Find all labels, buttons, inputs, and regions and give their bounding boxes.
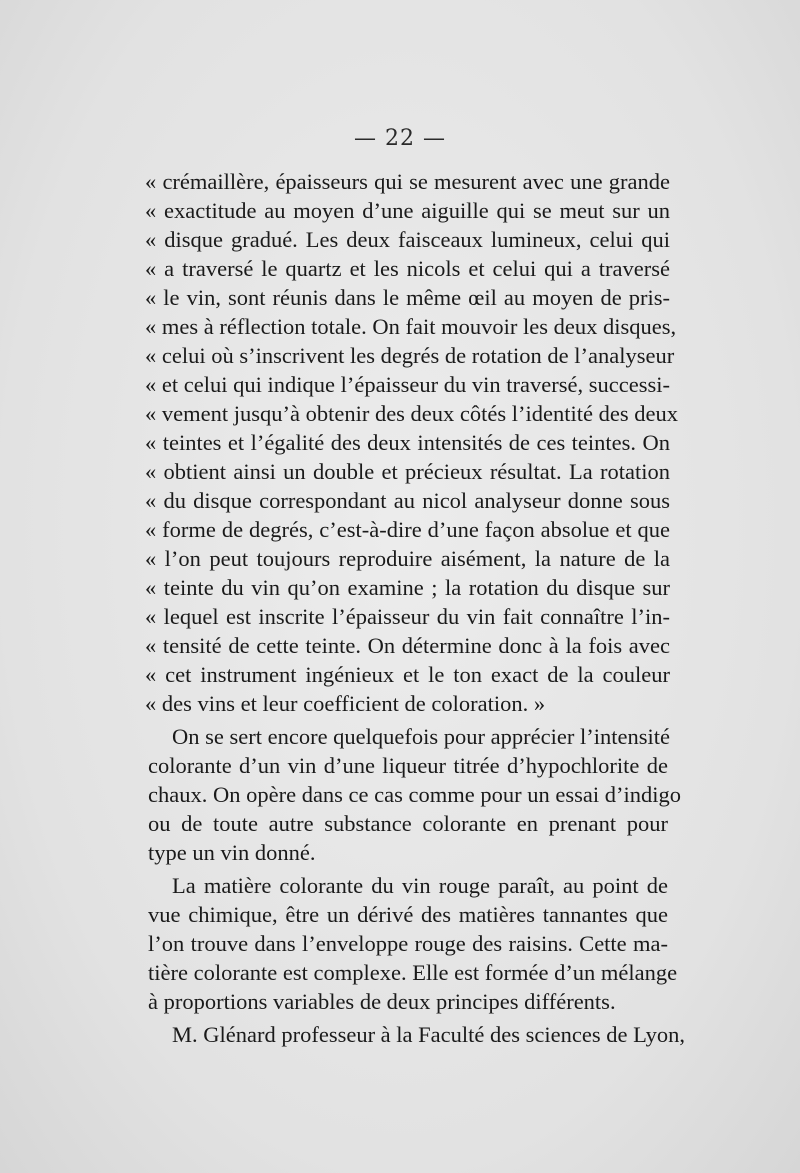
text-line: ou de toute autre substance colorante en prenant pour (148, 811, 668, 836)
paragraph-first-line: M. Glénard professeur à la Faculté des sciences de Lyon, (172, 1022, 685, 1047)
text-line: vue chimique, être un dérivé des matières tannantes que (148, 902, 668, 927)
text-line: chaux. On opère dans ce cas comme pour un essai d’indigo (148, 782, 681, 807)
text-line: « obtient ainsi un double et précieux résultat. La rotation (145, 459, 670, 484)
text-line: « teintes et l’égalité des deux intensités de ces teintes. On (145, 430, 670, 455)
text-line: « vement jusqu’à obtenir des deux côtés l’identité des deux (145, 401, 678, 426)
text-line: « teinte du vin qu’on examine ; la rotation du disque sur (145, 575, 670, 600)
text-line: tière colorante est complexe. Elle est formée d’un mélange (148, 960, 678, 985)
text-line: colorante d’un vin d’une liqueur titrée d’hypochlorite de (148, 753, 668, 778)
text-line: à proportions variables de deux principes différents. (148, 989, 616, 1014)
text-line: « mes à réflection totale. On fait mouvoir les deux disques, (145, 314, 677, 339)
paragraph-first-line: La matière colorante du vin rouge paraît, au point de (172, 873, 668, 898)
text-line: « exactitude au moyen d’une aiguille qui se meut sur un (145, 198, 670, 223)
text-line: « le vin, sont réunis dans le même œil au moyen de pris- (145, 285, 670, 310)
text-line: « a traversé le quartz et les nicols et celui qui a traversé (145, 256, 670, 281)
text-line: « et celui qui indique l’épaisseur du vin traversé, successi- (145, 372, 670, 397)
page-number: — 22 — (354, 126, 446, 151)
text-line: « celui où s’inscrivent les degrés de rotation de l’analyseur (145, 343, 675, 368)
text-line: « cet instrument ingénieux et le ton exact de la couleur (145, 662, 670, 687)
paragraph-first-line: On se sert encore quelquefois pour apprécier l’intensité (172, 724, 670, 749)
text-line: type un vin donné. (148, 840, 316, 865)
text-line: l’on trouve dans l’enveloppe rouge des raisins. Cette ma- (148, 931, 668, 956)
text-line: « disque gradué. Les deux faisceaux lumineux, celui qui (145, 227, 670, 252)
text-line: « crémaillère, épaisseurs qui se mesurent avec une grande (145, 169, 670, 194)
text-line: « forme de degrés, c’est-à-dire d’une façon absolue et que (145, 517, 670, 542)
text-line: « lequel est inscrite l’épaisseur du vin fait connaître l’in- (145, 604, 670, 629)
text-line: « tensité de cette teinte. On détermine donc à la fois avec (145, 633, 670, 658)
text-line: « des vins et leur coefficient de coloration. » (145, 691, 546, 716)
text-line: « du disque correspondant au nicol analyseur donne sous (145, 488, 670, 513)
text-line: « l’on peut toujours reproduire aisément, la nature de la (145, 546, 670, 571)
